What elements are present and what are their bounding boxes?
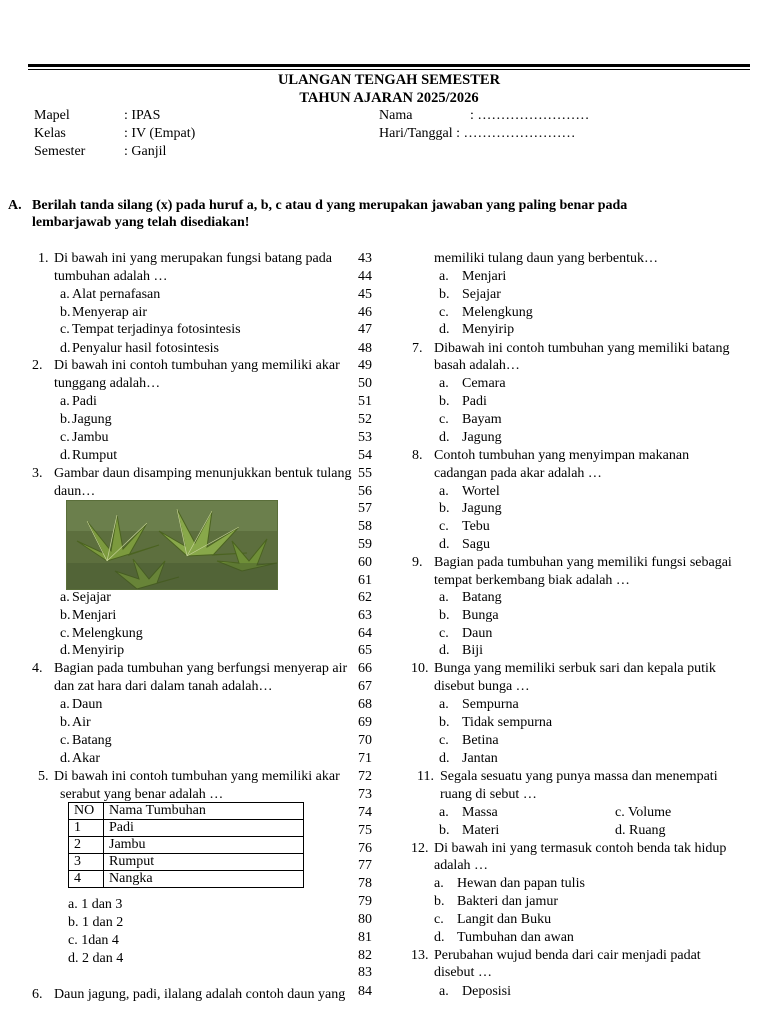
q11-option-b: Materi bbox=[462, 823, 500, 838]
table-cell-name: Rumput bbox=[104, 854, 304, 871]
line-number: 67 bbox=[358, 679, 372, 694]
q10-text-cont: disebut bunga … bbox=[434, 679, 530, 694]
q10-option-c: Betina bbox=[462, 733, 499, 748]
q5-option-c: c. 1dan 4 bbox=[68, 933, 119, 948]
q7-option-d: Jagung bbox=[462, 430, 502, 445]
q8-option-d-letter: d. bbox=[439, 537, 450, 552]
nama-field: : …………………… bbox=[470, 108, 590, 123]
q9-text-cont: tempat berkembang biak adalah … bbox=[434, 573, 630, 588]
q2-option-a-letter: a. bbox=[60, 394, 70, 409]
q5-number: 5. bbox=[38, 769, 49, 784]
q4-option-b-letter: b. bbox=[60, 715, 71, 730]
kelas-label: Kelas bbox=[34, 126, 66, 141]
q3-option-c: Melengkung bbox=[72, 626, 143, 641]
table-header-row bbox=[69, 803, 304, 820]
q4-text-cont: dan zat hara dari dalam tanah adalah… bbox=[54, 679, 273, 694]
q12-option-c-letter: c. bbox=[434, 912, 444, 927]
q2-option-a: Padi bbox=[72, 394, 97, 409]
table-header-name: Nama Tumbuhan bbox=[104, 803, 304, 820]
table-row bbox=[69, 854, 304, 871]
line-number: 84 bbox=[358, 984, 372, 999]
q1-option-b-letter: b. bbox=[60, 305, 71, 320]
q10-option-a-letter: a. bbox=[439, 697, 449, 712]
q12-number: 12. bbox=[411, 841, 429, 856]
q13-number: 13. bbox=[411, 948, 429, 963]
q6-option-d-letter: d. bbox=[439, 322, 450, 337]
q2-option-d: Rumput bbox=[72, 448, 118, 463]
line-number: 81 bbox=[358, 930, 372, 945]
q4-number: 4. bbox=[32, 661, 43, 676]
q10-number: 10. bbox=[411, 661, 429, 676]
line-number: 82 bbox=[358, 948, 372, 963]
q6-option-b-letter: b. bbox=[439, 287, 450, 302]
line-number: 61 bbox=[358, 573, 372, 588]
q3-option-a: Sejajar bbox=[72, 590, 111, 605]
line-number: 74 bbox=[358, 805, 372, 820]
table-cell-name: Padi bbox=[104, 820, 304, 837]
q9-option-a-letter: a. bbox=[439, 590, 449, 605]
table-cell-no: 4 bbox=[69, 871, 104, 888]
q11-number: 11. bbox=[417, 769, 434, 784]
table-row bbox=[69, 837, 304, 854]
line-number: 73 bbox=[358, 787, 372, 802]
line-number: 53 bbox=[358, 430, 372, 445]
q1-number: 1. bbox=[38, 251, 49, 266]
line-number: 60 bbox=[358, 555, 372, 570]
header-rule-thick bbox=[28, 64, 750, 67]
q5-option-b: b. 1 dan 2 bbox=[68, 915, 124, 930]
q10-option-b: Tidak sempurna bbox=[462, 715, 553, 730]
plant-table bbox=[68, 802, 304, 888]
q9-option-a: Batang bbox=[462, 590, 502, 605]
q4-option-b: Air bbox=[72, 715, 91, 730]
line-number: 50 bbox=[358, 376, 372, 391]
q12-option-d-letter: d. bbox=[434, 930, 445, 945]
line-number: 62 bbox=[358, 590, 372, 605]
q9-option-c: Daun bbox=[462, 626, 493, 641]
q2-option-b: Jagung bbox=[72, 412, 112, 427]
line-number: 78 bbox=[358, 876, 372, 891]
table-header-no: NO bbox=[69, 803, 104, 820]
q10-option-d: Jantan bbox=[462, 751, 498, 766]
q7-number: 7. bbox=[412, 341, 423, 356]
q12-option-b: Bakteri dan jamur bbox=[457, 894, 559, 909]
line-number: 43 bbox=[358, 251, 372, 266]
q3-option-b-letter: b. bbox=[60, 608, 71, 623]
line-number: 79 bbox=[358, 894, 372, 909]
q6-number: 6. bbox=[32, 987, 43, 1002]
q1-option-b: Menyerap air bbox=[72, 305, 148, 320]
q1-option-a: Alat pernafasan bbox=[72, 287, 161, 302]
q5-option-d: d. 2 dan 4 bbox=[68, 951, 124, 966]
q4-option-d-letter: d. bbox=[60, 751, 71, 766]
q6-option-c-letter: c. bbox=[439, 305, 449, 320]
instruction-line-1: Berilah tanda silang (x) pada huruf a, b, c atau d yang merupakan jawaban yang paling benar pada bbox=[32, 198, 628, 213]
q6-text-cont: memiliki tulang daun yang berbentuk… bbox=[434, 251, 658, 266]
q4-option-d: Akar bbox=[72, 751, 100, 766]
q11-text-cont: ruang di sebut … bbox=[440, 787, 537, 802]
q5-text: Di bawah ini contoh tumbuhan yang memiliki akar bbox=[54, 769, 340, 784]
line-number: 83 bbox=[358, 965, 372, 980]
line-number: 75 bbox=[358, 823, 372, 838]
q3-text: Gambar daun disamping menunjukkan bentuk tulang bbox=[54, 466, 352, 481]
q10-option-b-letter: b. bbox=[439, 715, 450, 730]
line-number: 68 bbox=[358, 697, 372, 712]
q13-text: Perubahan wujud benda dari cair menjadi padat bbox=[434, 948, 701, 963]
q10-option-c-letter: c. bbox=[439, 733, 449, 748]
line-number: 63 bbox=[358, 608, 372, 623]
q11-text: Segala sesuatu yang punya massa dan menempati bbox=[440, 769, 718, 784]
q3-option-c-letter: c. bbox=[60, 626, 70, 641]
line-number: 65 bbox=[358, 643, 372, 658]
q5-text-cont: serabut yang benar adalah … bbox=[60, 787, 224, 802]
q6-option-b: Sejajar bbox=[462, 287, 501, 302]
q2-option-b-letter: b. bbox=[60, 412, 71, 427]
q1-text-cont: tumbuhan adalah … bbox=[54, 269, 168, 284]
q11-option-d: d. Ruang bbox=[615, 823, 666, 838]
line-number: 71 bbox=[358, 751, 372, 766]
q4-option-a-letter: a. bbox=[60, 697, 70, 712]
q2-option-c-letter: c. bbox=[60, 430, 70, 445]
q3-option-b: Menjari bbox=[72, 608, 117, 623]
q13-option-a: Deposisi bbox=[462, 984, 511, 999]
table-cell-no: 1 bbox=[69, 820, 104, 837]
q1-option-d-letter: d. bbox=[60, 341, 71, 356]
q7-option-a-letter: a. bbox=[439, 376, 449, 391]
line-number: 49 bbox=[358, 358, 372, 373]
q6-option-c: Melengkung bbox=[462, 305, 533, 320]
q7-option-d-letter: d. bbox=[439, 430, 450, 445]
q11-option-a-letter: a. bbox=[439, 805, 449, 820]
q1-option-a-letter: a. bbox=[60, 287, 70, 302]
q8-option-a-letter: a. bbox=[439, 484, 449, 499]
line-number: 56 bbox=[358, 484, 372, 499]
exam-title: ULANGAN TENGAH SEMESTER bbox=[277, 72, 501, 88]
q1-option-c: Tempat terjadinya fotosintesis bbox=[72, 322, 241, 337]
q6-text: Daun jagung, padi, ilalang adalah contoh daun yang bbox=[54, 987, 346, 1002]
line-number: 80 bbox=[358, 912, 372, 927]
q2-number: 2. bbox=[32, 358, 43, 373]
q7-text-cont: basah adalah… bbox=[434, 358, 520, 373]
hari-tanggal-field: Hari/Tanggal : …………………… bbox=[379, 126, 576, 141]
table-cell-no: 2 bbox=[69, 837, 104, 854]
table-cell-no: 3 bbox=[69, 854, 104, 871]
q3-text-cont: daun… bbox=[54, 484, 96, 499]
q13-text-cont: disebut … bbox=[434, 965, 492, 980]
line-number: 72 bbox=[358, 769, 372, 784]
q12-option-a: Hewan dan papan tulis bbox=[457, 876, 585, 891]
q3-number: 3. bbox=[32, 466, 43, 481]
table-row bbox=[69, 871, 304, 888]
q2-text-cont: tunggang adalah… bbox=[54, 376, 161, 391]
line-number: 64 bbox=[358, 626, 372, 641]
q5-option-a: a. 1 dan 3 bbox=[68, 897, 123, 912]
q9-number: 9. bbox=[412, 555, 423, 570]
q7-option-a: Cemara bbox=[462, 376, 506, 391]
q7-option-c: Bayam bbox=[462, 412, 502, 427]
q9-option-b: Bunga bbox=[462, 608, 499, 623]
q12-text: Di bawah ini yang termasuk contoh benda tak hidup bbox=[434, 841, 727, 856]
q9-option-d: Biji bbox=[462, 643, 484, 658]
q8-text: Contoh tumbuhan yang menyimpan makanan bbox=[434, 448, 690, 463]
line-number: 44 bbox=[358, 269, 372, 284]
line-number: 45 bbox=[358, 287, 372, 302]
semester-value: : Ganjil bbox=[124, 144, 167, 159]
q8-option-c-letter: c. bbox=[439, 519, 449, 534]
line-number: 47 bbox=[358, 322, 372, 337]
q12-option-c: Langit dan Buku bbox=[457, 912, 552, 927]
q11-option-c: c. Volume bbox=[615, 805, 672, 820]
q8-text-cont: cadangan pada akar adalah … bbox=[434, 466, 602, 481]
q8-number: 8. bbox=[412, 448, 423, 463]
instruction-line-2: lembarjawab yang telah disediakan! bbox=[32, 215, 250, 230]
q8-option-b: Jagung bbox=[462, 501, 502, 516]
q12-option-a-letter: a. bbox=[434, 876, 444, 891]
q4-option-a: Daun bbox=[72, 697, 103, 712]
q6-option-d: Menyirip bbox=[462, 322, 515, 337]
line-number: 59 bbox=[358, 537, 372, 552]
header-rule-thin bbox=[28, 69, 750, 70]
line-number: 70 bbox=[358, 733, 372, 748]
line-number: 57 bbox=[358, 501, 372, 516]
line-number: 54 bbox=[358, 448, 372, 463]
q2-option-d-letter: d. bbox=[60, 448, 71, 463]
q9-option-c-letter: c. bbox=[439, 626, 449, 641]
q12-option-d: Tumbuhan dan awan bbox=[457, 930, 574, 945]
table-cell-name: Jambu bbox=[104, 837, 304, 854]
q2-option-c: Jambu bbox=[72, 430, 109, 445]
q12-option-b-letter: b. bbox=[434, 894, 445, 909]
line-number: 76 bbox=[358, 841, 372, 856]
q8-option-b-letter: b. bbox=[439, 501, 450, 516]
q7-option-c-letter: c. bbox=[439, 412, 449, 427]
line-number: 46 bbox=[358, 305, 372, 320]
q1-option-d: Penyalur hasil fotosintesis bbox=[72, 341, 219, 356]
q11-option-b-letter: b. bbox=[439, 823, 450, 838]
nama-label: Nama bbox=[379, 108, 413, 123]
q9-option-d-letter: d. bbox=[439, 643, 450, 658]
q8-option-c: Tebu bbox=[462, 519, 490, 534]
q8-option-a: Wortel bbox=[462, 484, 500, 499]
q4-option-c-letter: c. bbox=[60, 733, 70, 748]
mapel-value: : IPAS bbox=[124, 108, 161, 123]
line-number: 51 bbox=[358, 394, 372, 409]
q7-option-b-letter: b. bbox=[439, 394, 450, 409]
section-letter: A. bbox=[8, 198, 22, 213]
kelas-value: : IV (Empat) bbox=[124, 126, 196, 141]
cassava-leaf-photo bbox=[66, 500, 278, 590]
exam-year: TAHUN AJARAN 2025/2026 bbox=[299, 90, 479, 106]
q13-option-a-letter: a. bbox=[439, 984, 449, 999]
q3-option-d: Menyirip bbox=[72, 643, 125, 658]
q10-option-d-letter: d. bbox=[439, 751, 450, 766]
q7-text: Dibawah ini contoh tumbuhan yang memiliki batang bbox=[434, 341, 730, 356]
table-cell-name: Nangka bbox=[104, 871, 304, 888]
line-number: 52 bbox=[358, 412, 372, 427]
q7-option-b: Padi bbox=[462, 394, 487, 409]
q12-text-cont: adalah … bbox=[434, 858, 489, 873]
line-number: 58 bbox=[358, 519, 372, 534]
semester-label: Semester bbox=[34, 144, 86, 159]
q2-text: Di bawah ini contoh tumbuhan yang memiliki akar bbox=[54, 358, 340, 373]
line-number: 69 bbox=[358, 715, 372, 730]
line-number: 48 bbox=[358, 341, 372, 356]
q11-option-a: Massa bbox=[462, 805, 498, 820]
q9-option-b-letter: b. bbox=[439, 608, 450, 623]
line-number: 66 bbox=[358, 661, 372, 676]
line-number: 55 bbox=[358, 466, 372, 481]
q8-option-d: Sagu bbox=[462, 537, 490, 552]
q3-option-d-letter: d. bbox=[60, 643, 71, 658]
q9-text: Bagian pada tumbuhan yang memiliki fungsi sebagai bbox=[434, 555, 732, 570]
q4-option-c: Batang bbox=[72, 733, 112, 748]
q1-option-c-letter: c. bbox=[60, 322, 70, 337]
q6-option-a: Menjari bbox=[462, 269, 507, 284]
table-row bbox=[69, 820, 304, 837]
q10-option-a: Sempurna bbox=[462, 697, 519, 712]
mapel-label: Mapel bbox=[34, 108, 70, 123]
line-number: 77 bbox=[358, 858, 372, 873]
q1-text: Di bawah ini yang merupakan fungsi batang pada bbox=[54, 251, 332, 266]
q10-text: Bunga yang memiliki serbuk sari dan kepala putik bbox=[434, 661, 716, 676]
q6-option-a-letter: a. bbox=[439, 269, 449, 284]
q4-text: Bagian pada tumbuhan yang berfungsi menyerap air bbox=[54, 661, 348, 676]
q3-option-a-letter: a. bbox=[60, 590, 70, 605]
